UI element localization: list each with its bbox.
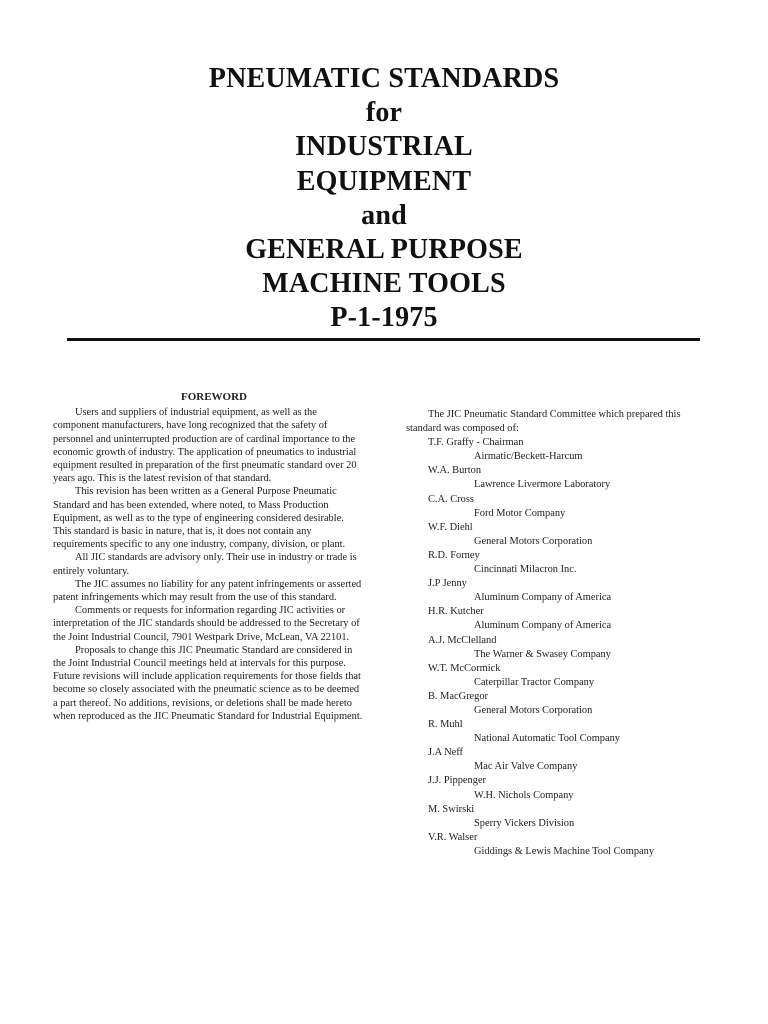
member-organization: Lawrence Livermore Laboratory	[474, 479, 611, 491]
member-organization: General Motors Corporation	[474, 535, 593, 547]
member-name: W.A. Burton	[428, 465, 482, 477]
member-name: R.D. Forney	[428, 549, 480, 561]
title-line: GENERAL PURPOSE	[245, 234, 523, 266]
foreword-paragraph: Proposals to change this JIC Pneumatic Standard are considered in the Joint Industrial Council meetings held at intervals for this purpose. Future revisions will include application requirements for those fields that become so closely associated with the pneumatic science as to be deemed a part thereof. No additions, revisions, or deletions shall be made hereto when reproduced as the JIC Pneumatic Standard for Industrial Equipment.	[53, 644, 363, 722]
foreword-paragraph: All JIC standards are advisory only. Their use in industry or trade is entirely voluntary.	[53, 552, 357, 577]
committee-intro: The JIC Pneumatic Standard Committee which prepared this standard was composed of:	[406, 409, 681, 435]
foreword-heading: FOREWORD	[181, 391, 247, 403]
member-name: V.R. Walser	[428, 831, 478, 843]
member-organization: The Warner & Swasey Company	[474, 648, 611, 660]
member-name: W.F. Diehl	[428, 521, 473, 533]
member-organization: Caterpillar Tractor Company	[474, 676, 595, 688]
title-divider	[67, 338, 700, 341]
member-name: T.F. Graffy - Chairman	[428, 437, 524, 449]
member-organization: Aluminum Company of America	[474, 592, 612, 604]
member-organization: Ford Motor Company	[474, 507, 566, 519]
foreword-paragraph: Users and suppliers of industrial equipment, as well as the component manufacturers, have long recognized that the safety of personnel and uninterrupted production are of cardinal importance to the economic growth of industry. The application of pneumatics to industrial equipment resulted in preparation of the first pneumatic standard over 20 years ago. This is the latest revision of that standard.	[53, 407, 357, 485]
document-title	[0, 62, 768, 336]
title-line: EQUIPMENT	[296, 165, 472, 197]
title-line: for	[365, 97, 403, 129]
foreword-paragraph: This revision has been written as a General Purpose Pneumatic Standard and has been extended, where noted, to Mass Production Equipment, as well as to the type of engineering considered desirable. This standard is basic in nature, that is, it does not contain any requirements specific to any one industry, company, division, or plant.	[53, 486, 346, 551]
member-organization: Airmatic/Beckett-Harcum	[474, 451, 583, 463]
member-organization: General Motors Corporation	[474, 704, 593, 716]
member-name: M. Swirski	[428, 803, 475, 815]
foreword-section	[53, 391, 363, 723]
member-name: H.R. Kutcher	[428, 606, 484, 618]
member-name: J.A Neff	[428, 747, 464, 759]
title-line: INDUSTRIAL	[295, 131, 473, 163]
member-organization: Sperry Vickers Division	[474, 817, 575, 829]
title-line: and	[361, 199, 407, 231]
member-organization: Mac Air Valve Company	[474, 761, 578, 773]
foreword-paragraph: Comments or requests for information regarding JIC activities or interpretation of the JIC standards should be addressed to the Secretary of the Joint Industrial Council, 7901 Westpark Drive, McLean, VA 22101.	[53, 605, 360, 643]
member-name: C.A. Cross	[428, 493, 474, 505]
standard-number: P-1-1975	[330, 302, 438, 334]
member-organization: Cincinnati Milacron Inc.	[474, 564, 577, 576]
member-name: A.J. McClelland	[428, 634, 497, 646]
member-organization: Aluminum Company of America	[474, 620, 612, 632]
committee-section	[406, 408, 716, 859]
member-name: J.J. Pippenger	[428, 775, 487, 787]
member-name: B. MacGregor	[428, 690, 489, 702]
foreword-paragraph: The JIC assumes no liability for any patent infringements or asserted patent infringements which may result from the use of this standard.	[53, 578, 362, 604]
title-line: MACHINE TOOLS	[262, 268, 506, 300]
title-line: PNEUMATIC STANDARDS	[208, 63, 560, 94]
member-name: W.T. McCormick	[428, 662, 501, 674]
member-name: R. Muhl	[428, 719, 463, 731]
member-organization: National Automatic Tool Company	[474, 733, 620, 745]
member-organization: W.H. Nichols Company	[474, 789, 574, 801]
member-name: J.P Jenny	[428, 578, 467, 590]
member-organization: Giddings & Lewis Machine Tool Company	[474, 845, 655, 857]
